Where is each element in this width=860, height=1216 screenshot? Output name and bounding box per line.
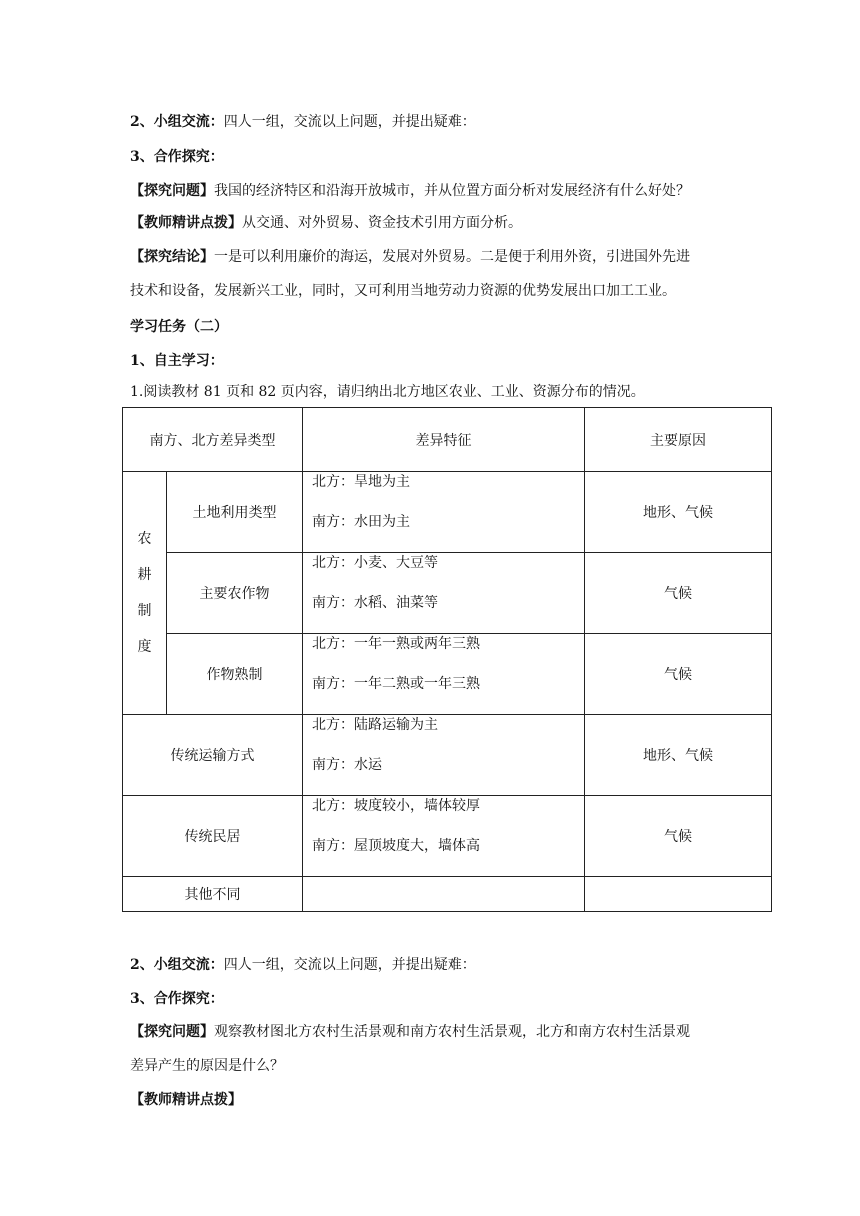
row-reason: 气候: [585, 553, 772, 634]
row-feature: 北方：坡度较小，墙体较厚 南方：屋顶坡度大，墙体高: [303, 796, 585, 877]
inquiry-question: [130, 181, 690, 201]
learning-task-2-heading: 学习任务（二）: [130, 319, 228, 335]
table-row: [123, 877, 772, 912]
row-reason: 地形、气候: [585, 715, 772, 796]
header-difference-feature: 差异特征: [303, 408, 585, 472]
table-row: [123, 634, 772, 715]
row-feature: 北方：小麦、大豆等 南方：水稻、油菜等: [303, 553, 585, 634]
group-exchange-text-2: 四人一组，交流以上问题，并提出疑难：: [223, 957, 476, 973]
table-row: [123, 715, 772, 796]
row-reason: 气候: [585, 634, 772, 715]
row-feature: [303, 877, 585, 912]
paragraph-group-exchange: [130, 112, 476, 132]
row-reason: [585, 877, 772, 912]
paragraph-group-exchange-2: [130, 955, 476, 975]
inquiry-question-text-2: 观察教材图北方农村生活景观和南方农村生活景观，北方和南方农村生活景观: [214, 1024, 690, 1040]
inquiry-conclusion: [130, 247, 690, 267]
row-feature: 北方：一年一熟或两年三熟 南方：一年二熟或一年三熟: [303, 634, 585, 715]
table-header-row: [123, 408, 772, 472]
teacher-guidance: [130, 213, 522, 233]
row-feature: 北方：旱地为主 南方：水田为主: [303, 472, 585, 553]
inquiry-question-2-continued: 差异产生的原因是什么？: [130, 1058, 284, 1074]
row-type: 作物熟制: [167, 634, 303, 715]
inquiry-conclusion-continued: 技术和设备，发展新兴工业，同时，又可利用当地劳动力资源的优势发展出口加工工业。: [130, 283, 676, 299]
row-feature: 北方：陆路运输为主 南方：水运: [303, 715, 585, 796]
table-row: [123, 553, 772, 634]
table-row: [123, 472, 772, 553]
header-main-reason: 主要原因: [585, 408, 772, 472]
table-row: [123, 796, 772, 877]
inquiry-question-tag-2: 【探究问题】: [130, 1024, 214, 1040]
cooperative-inquiry-heading-2: 3、合作探究：: [130, 991, 224, 1007]
inquiry-conclusion-text: 一是可以利用廉价的海运，发展对外贸易。二是便于利用外资，引进国外先进: [214, 249, 690, 265]
row-type: 土地利用类型: [167, 472, 303, 553]
row-reason: 地形、气候: [585, 472, 772, 553]
inquiry-conclusion-tag: 【探究结论】: [130, 249, 214, 265]
farming-system-label: 农 耕 制 度: [123, 472, 167, 715]
row-type: 主要农作物: [167, 553, 303, 634]
group-exchange-text: 四人一组，交流以上问题，并提出疑难：: [223, 114, 476, 130]
teacher-guidance-tag-2: 【教师精讲点拨】: [130, 1092, 242, 1108]
row-reason: 气候: [585, 796, 772, 877]
reading-instruction: 1.阅读教材 81 页和 82 页内容，请归纳出北方地区农业、工业、资源分布的情况。: [130, 384, 645, 400]
inquiry-question-tag: 【探究问题】: [130, 183, 214, 199]
header-difference-type: 南方、北方差异类型: [123, 408, 303, 472]
north-south-difference-table: [122, 407, 772, 912]
row-type: 其他不同: [123, 877, 303, 912]
self-study-heading: 1、自主学习：: [130, 353, 224, 369]
cooperative-inquiry-heading: 3、合作探究：: [130, 149, 224, 165]
group-exchange-heading-2: 2、小组交流：: [130, 957, 224, 973]
teacher-guidance-text: 从交通、对外贸易、资金技术引用方面分析。: [242, 215, 522, 231]
row-type: 传统民居: [123, 796, 303, 877]
inquiry-question-text: 我国的经济特区和沿海开放城市，并从位置方面分析对发展经济有什么好处？: [214, 183, 690, 199]
group-exchange-heading: 2、小组交流：: [130, 114, 224, 130]
row-type: 传统运输方式: [123, 715, 303, 796]
inquiry-question-2: [130, 1022, 690, 1042]
teacher-guidance-tag: 【教师精讲点拨】: [130, 215, 242, 231]
